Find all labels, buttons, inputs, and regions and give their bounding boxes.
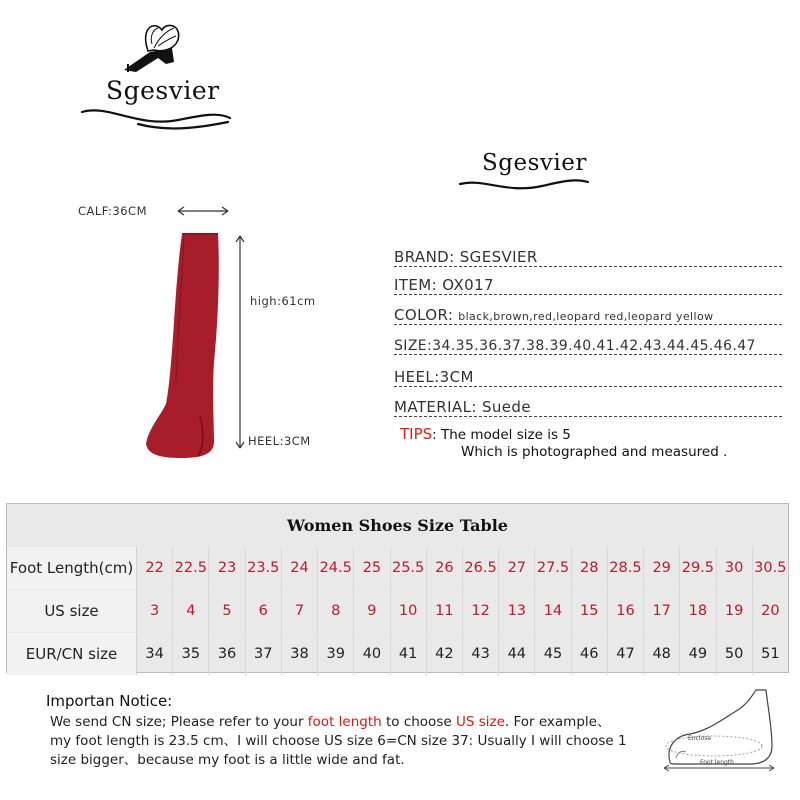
- table-cell: 8: [318, 590, 354, 632]
- table-cell: 23: [209, 547, 245, 589]
- spec-color-key: COLOR:: [394, 306, 454, 324]
- butterfly-heel-icon: [118, 18, 188, 78]
- table-cell: 40: [354, 633, 390, 675]
- table-cell: 27: [499, 547, 535, 589]
- size-table: [6, 503, 789, 673]
- table-cell: 43: [463, 633, 499, 675]
- tips-line-2: Which is photographed and measured .: [461, 444, 728, 460]
- logo-swoosh-icon: [456, 168, 596, 194]
- table-cell: 6: [246, 590, 282, 632]
- table-cell: 27.5: [535, 547, 571, 589]
- table-cell: 18: [680, 590, 716, 632]
- table-cell: 3: [137, 590, 173, 632]
- notice-text-3: . For example、my foot length is 23.5 cm、I will choose US size 6=CN size 37: Usually I will choose 1 size bigger、because my foot is a little wide and fat.: [50, 714, 627, 768]
- table-cell: 48: [644, 633, 680, 675]
- spec-color: [394, 306, 782, 325]
- tips-line-1: : The model size is 5: [432, 427, 571, 443]
- logo-swoosh-icon: [78, 98, 238, 138]
- table-cell: 50: [717, 633, 753, 675]
- table-cell: 25.5: [391, 547, 427, 589]
- table-cell: 7: [282, 590, 318, 632]
- table-cell: 9: [354, 590, 390, 632]
- table-cell: 51: [761, 646, 780, 662]
- spec-heel: HEEL:3CM: [394, 368, 782, 387]
- brand-logo-text: Sgesvier: [106, 76, 220, 105]
- table-row-foot-length: [7, 547, 788, 589]
- table-cell: 45: [535, 633, 571, 675]
- table-cell: 49: [680, 633, 716, 675]
- notice-body: [50, 713, 630, 770]
- table-cell: 42: [427, 633, 463, 675]
- table-cell: 34: [137, 633, 173, 675]
- table-cell: 46: [572, 633, 608, 675]
- table-cell: 22: [137, 547, 173, 589]
- table-cell: 5: [209, 590, 245, 632]
- table-cell: 22.5: [173, 547, 209, 589]
- table-cell: 30: [717, 547, 753, 589]
- table-cell: 13: [499, 590, 535, 632]
- table-cell: 10: [391, 590, 427, 632]
- important-notice: [32, 686, 792, 796]
- table-cell: 23.5: [246, 547, 282, 589]
- table-cell: 14: [535, 590, 571, 632]
- table-cell: 11: [427, 590, 463, 632]
- notice-highlight-foot-length: foot length: [307, 714, 382, 730]
- notice-highlight-us-size: US size: [455, 714, 505, 730]
- row-values: [137, 547, 788, 589]
- table-cell: 26: [427, 547, 463, 589]
- spec-tips: [400, 424, 571, 443]
- table-cell: 20: [761, 603, 780, 619]
- table-cell: 29: [644, 547, 680, 589]
- heel-dimension-label: HEEL:3CM: [248, 434, 311, 448]
- table-cell: 16: [608, 590, 644, 632]
- row-header: Foot Length(cm): [7, 547, 137, 589]
- table-cell: 24.5: [318, 547, 354, 589]
- table-cell: 47: [608, 633, 644, 675]
- foot-diagram-enclose-label: Enclose: [688, 735, 712, 742]
- table-cell: 28.5: [608, 547, 644, 589]
- table-cell: 12: [463, 590, 499, 632]
- table-cell: 26.5: [463, 547, 499, 589]
- table-row-eur-cn-size: [7, 633, 788, 675]
- table-cell: 25: [354, 547, 390, 589]
- spec-size: SIZE:34.35.36.37.38.39.40.41.42.43.44.45.46.47: [394, 338, 782, 355]
- spec-item: ITEM: OX017: [394, 276, 782, 295]
- row-header: EUR/CN size: [7, 633, 137, 675]
- table-cell: 39: [318, 633, 354, 675]
- height-arrow-icon: [234, 232, 246, 452]
- calf-dimension-label: CALF:36CM: [78, 204, 147, 218]
- height-dimension-label: high:61cm: [250, 294, 316, 308]
- boot-icon: [142, 232, 242, 462]
- notice-title: Importan Notice:: [46, 692, 173, 710]
- notice-text-1: We send CN size; Please refer to your: [50, 714, 308, 730]
- foot-diagram-length-label: Foot length: [700, 759, 734, 766]
- table-cell: 17: [644, 590, 680, 632]
- size-table-title: Women Shoes Size Table: [287, 515, 508, 535]
- brand-logo: [78, 18, 238, 128]
- brand-logo-secondary: [456, 144, 606, 194]
- table-cell: 36: [209, 633, 245, 675]
- table-cell: 35: [173, 633, 209, 675]
- table-cell: 41: [391, 633, 427, 675]
- table-cell: 29.5: [680, 547, 716, 589]
- foot-diagram-icon: [654, 688, 784, 774]
- row-values: [137, 590, 788, 632]
- table-cell: 38: [282, 633, 318, 675]
- table-cell: 30.5: [754, 560, 787, 576]
- table-cell: 44: [499, 633, 535, 675]
- table-cell: 28: [572, 547, 608, 589]
- notice-text-2: to choose: [381, 714, 456, 730]
- table-row-us-size: [7, 590, 788, 632]
- spec-material: MATERIAL: Suede: [394, 398, 782, 417]
- table-cell: 37: [246, 633, 282, 675]
- tips-label: TIPS: [400, 425, 433, 443]
- spec-color-value: black,brown,red,leopard red,leopard yellow: [458, 310, 714, 323]
- table-cell: 4: [173, 590, 209, 632]
- boot-product-image: [70, 196, 340, 476]
- spec-brand: BRAND: SGESVIER: [394, 248, 782, 267]
- table-cell: 19: [717, 590, 753, 632]
- table-cell: 24: [282, 547, 318, 589]
- brand-logo-secondary-text: Sgesvier: [482, 150, 587, 176]
- row-values: [137, 633, 788, 675]
- calf-arrow-icon: [174, 204, 234, 218]
- row-header: US size: [7, 590, 137, 632]
- table-cell: 15: [572, 590, 608, 632]
